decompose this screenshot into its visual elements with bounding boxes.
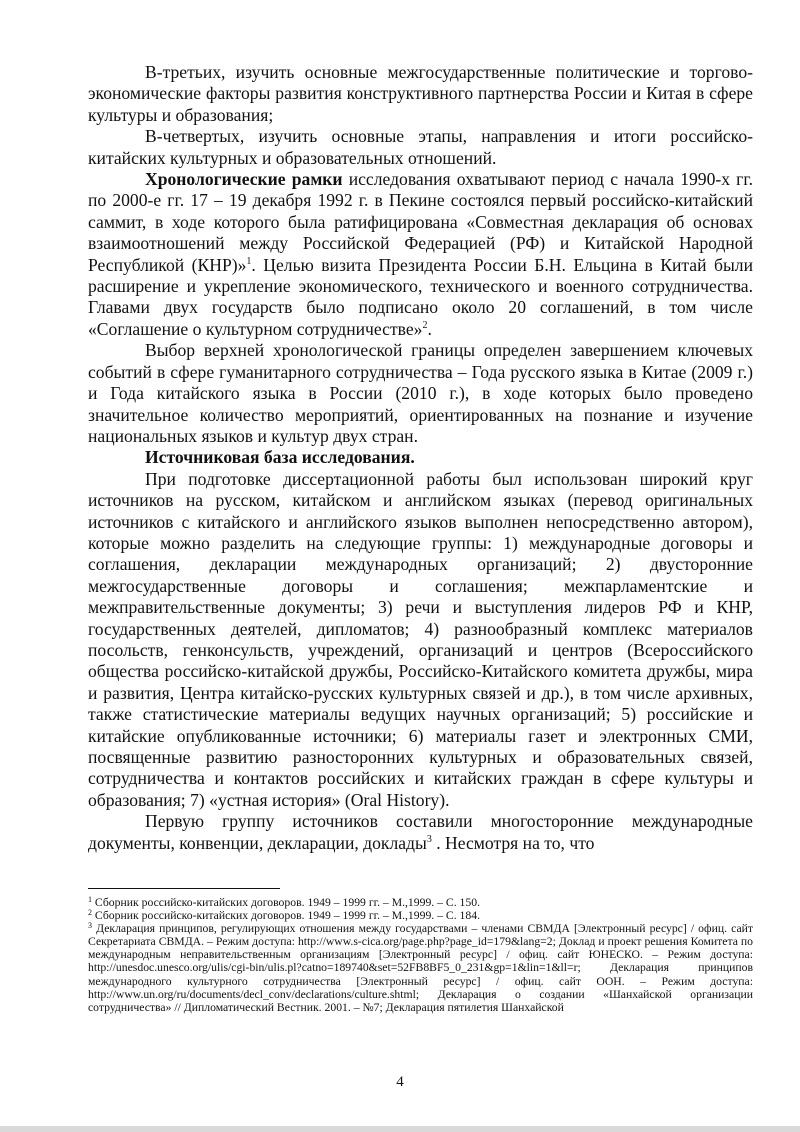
- section-heading-inline: Хронологические рамки: [145, 169, 343, 190]
- paragraph-goal-four: [88, 126, 753, 169]
- paragraph-text: Выбор верхней хронологической границы определен завершением ключевых событий в сфере гуманитарного сотрудничества – Года русского языка в Китае (2009 г.) и Года китайского языка в России (2010 г.), в ходе которых было проведено значительное количество мероприятий, ориентированных на познание и изучение национальных языков и культур двух стран.: [88, 340, 753, 446]
- paragraph-goal-three: [88, 62, 753, 126]
- scan-edge: [0, 1126, 800, 1132]
- paragraph-text: . Целью визита Президента России Б.Н. Ельцина в Китай были расширение и укрепление экономического, технического и военного сотрудничества. Главами двух государств было подписано около 20 соглашений, в том числе «Соглашение о культурном сотрудничестве»: [88, 254, 753, 339]
- footnote-divider: [88, 888, 280, 889]
- footnote-ref[interactable]: 1: [246, 255, 252, 267]
- footnote-ref[interactable]: 2: [422, 319, 428, 331]
- footnote: [88, 922, 753, 1014]
- paragraph-chronology: [88, 169, 753, 340]
- paragraph-text: исследования охватывают период с начала 1990-х гг. по 2000-е гг. 17 – 19 декабря 1992 г. в Пекине состоялся первый российско-китайский саммит, в ходе которого была ратифицирована «Совместная декларация об основах взаимоотношений между Российской Федерацией (РФ) и Китайской Народной Республикой (КНР)»: [88, 169, 753, 275]
- paragraph-sources-heading: [88, 447, 753, 468]
- page-number: 4: [396, 1074, 404, 1090]
- paragraph-text: Первую группу источников составили многосторонние международные документы, конвенции, декларации, доклады: [88, 811, 753, 853]
- footnote-marker: 3: [88, 921, 92, 931]
- document-body: [88, 62, 753, 854]
- footnote: [88, 896, 753, 909]
- footnote-text: Сборник российско-китайских договоров. 1949 – 1999 гг. – М.,1999. – С. 150.: [94, 896, 481, 909]
- paragraph-text: В-третьих, изучить основные межгосударственные политические и торгово-экономические факторы развития конструктивного партнерства России и Китая в сфере культуры и образования;: [88, 62, 753, 125]
- footnote-ref[interactable]: 3: [426, 833, 432, 845]
- footnote-marker: 1: [88, 895, 92, 904]
- section-heading: Источниковая база исследования.: [145, 447, 415, 468]
- footnote-marker: 2: [88, 908, 92, 918]
- footnote-text: Сборник российско-китайских договоров. 1949 – 1999 гг. – М.,1999. – С. 184.: [94, 909, 481, 923]
- paragraph-first-group: [88, 811, 753, 854]
- paragraph-text: .: [427, 318, 432, 339]
- footnote-text: Декларация принципов, регулирующих отношения между государствами – членами СВМДА [Электронный ресурс] / офиц. сайт Секретариата СВМДА. – Режим доступа: http://www.s-cica.org/page.php?page_id=179&lang=2; Доклад и проект решения Комитета по международным неправительственным организациям [Электронный ресурс] / офиц. сайт ЮНЕСКО. – Режим доступа: http://unesdoc.unesco.org/ulis/cgi-bin/ulis.pl?catno=189740&set=52FB8BF5_0_231&gp=1&lin=1&ll=r; Декларация принципов международного культурного сотрудничества [Электронный ресурс] / офиц. сайт ООН. – Режим доступа: http://www.un.org/ru/documents/decl_conv/declarations/culture.shtml; Декларация о создании «Шанхайской организации сотрудничества» // Дипломатический Вестник. 2001. – №7; Декларация пятилетия Шанхайской: [88, 922, 753, 1014]
- paragraph-text: . Несмотря на то, что: [431, 832, 595, 853]
- paragraph-upper-boundary: [88, 340, 753, 447]
- paragraph-text: При подготовке диссертационной работы был использован широкий круг источников на русском, китайском и английском языках (перевод оригинальных источников с китайского и английского языков выполнен непосредственно автором), которые можно разделить на следующие группы: 1) международные договоры и соглашения, декларации международных организаций; 2) двусторонние межгосударственные договоры и соглашения; межпарламентские и межправительственные документы; 3) речи и выступления лидеров РФ и КНР, государственных деятелей, дипломатов; 4) разнообразный комплекс материалов посольств, генконсульств, учреждений, организаций и центров (Всероссийского общества российско-китайской дружбы, Российско-Китайского комитета дружбы, мира и развития, Центра китайско-русских культурных связей и др.), в том числе архивных, также статистические материалы ведущих научных организаций; 5) российские и китайские опубликованные источники; 6) материалы газет и электронных СМИ, посвященные развитию разносторонних культурных и образовательных связей, сотрудничества и контактов российских и китайских граждан в сфере культуры и образования; 7) «устная история» (Oral History).: [88, 468, 753, 810]
- paragraph-text: В-четвертых, изучить основные этапы, направления и итоги российско-китайских культурных и образовательных отношений.: [88, 126, 753, 168]
- footnote: [88, 909, 753, 922]
- footnotes: [88, 896, 753, 1014]
- paragraph-sources-groups: [88, 469, 753, 812]
